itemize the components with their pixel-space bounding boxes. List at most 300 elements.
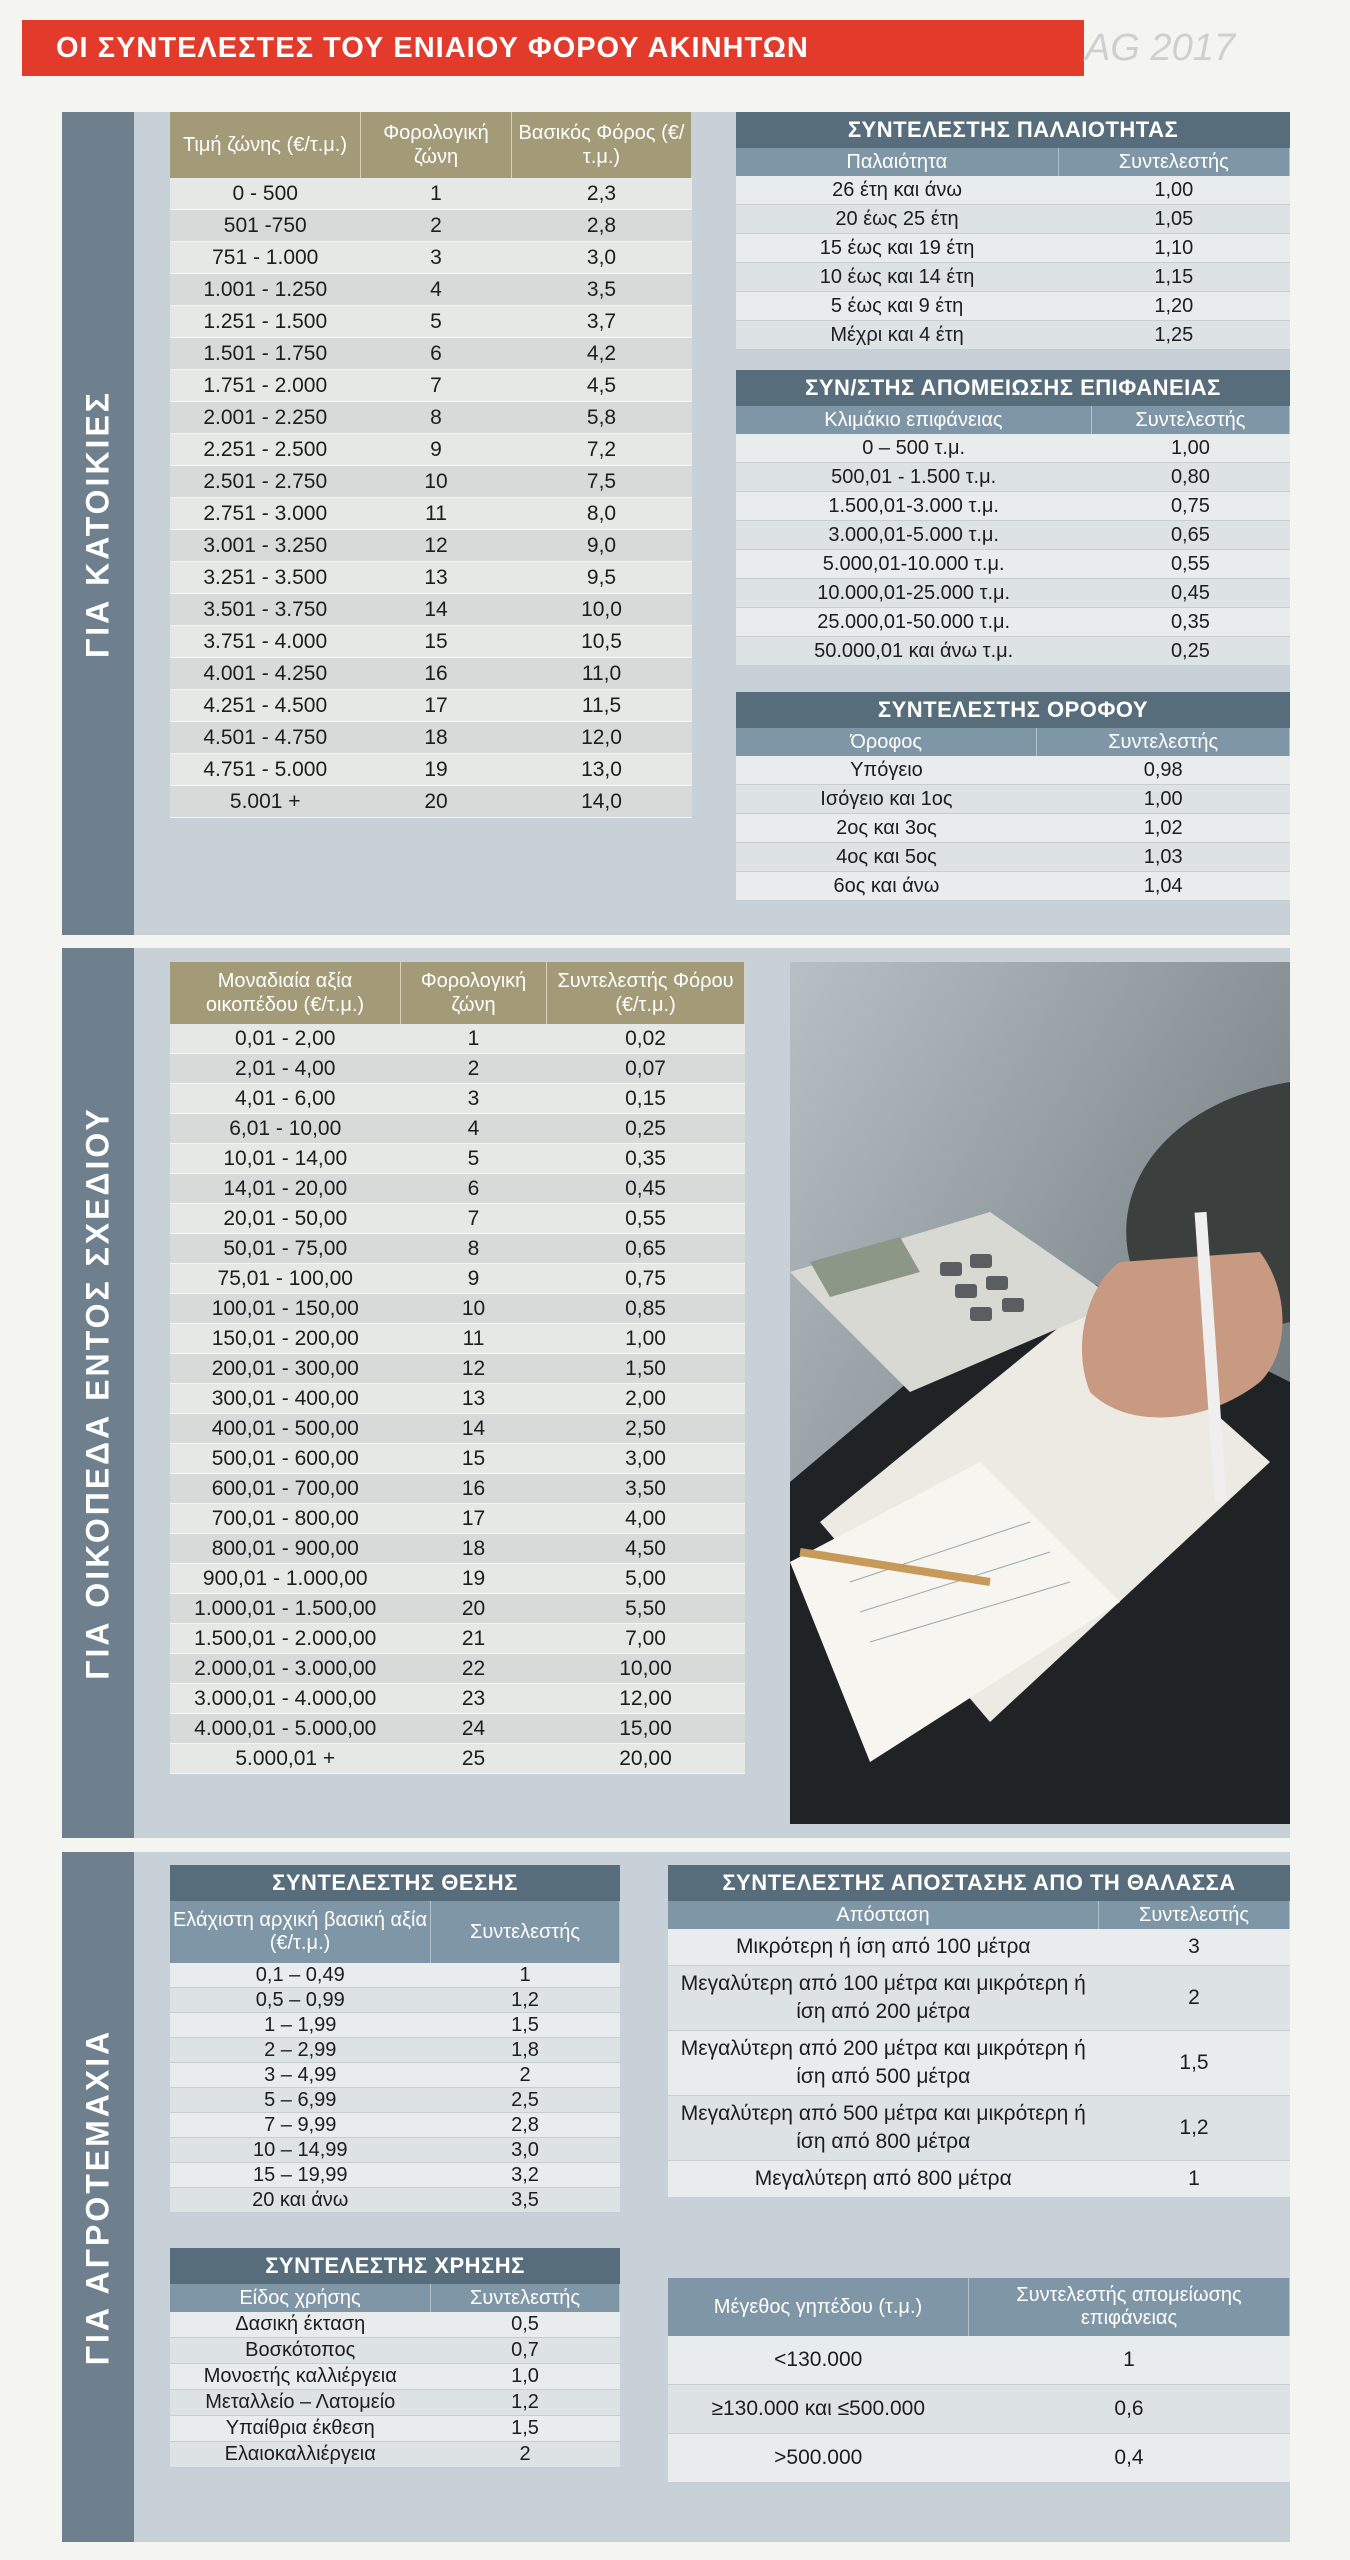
table-row: [170, 690, 692, 722]
table-cell: 1,5: [1099, 2031, 1290, 2096]
table-cell: 1,2: [431, 1988, 620, 2013]
table-row: [736, 843, 1290, 872]
table-row: [668, 2096, 1290, 2161]
table-cell: 0,55: [1091, 550, 1289, 579]
table-cell: 0,85: [547, 1294, 745, 1324]
table-cell: 1.000,01 - 1.500,00: [170, 1594, 401, 1624]
table-cell: 1,05: [1058, 205, 1289, 234]
table-cell: 11: [361, 498, 512, 530]
table-row: [170, 1963, 620, 1988]
table-row: [668, 1929, 1290, 1966]
table-cell: 16: [401, 1474, 547, 1504]
table-cell: 4,5: [512, 370, 692, 402]
table-cell: 1,10: [1058, 234, 1289, 263]
table-row: [170, 2416, 620, 2442]
table-cell: 8: [361, 402, 512, 434]
table-row: [170, 1504, 745, 1534]
table-cell: 15 έως και 19 έτη: [736, 234, 1058, 263]
table-row: [170, 722, 692, 754]
table-row: [170, 498, 692, 530]
table-cell: 9: [361, 434, 512, 466]
table-cell: 500,01 - 600,00: [170, 1444, 401, 1474]
table-cell: Δασική έκταση: [170, 2312, 431, 2338]
table-cell: 26 έτη και άνω: [736, 176, 1058, 205]
column-header: Συντελεστής: [1058, 148, 1289, 176]
table-cell: 2,00: [547, 1384, 745, 1414]
table-cell: 15,00: [547, 1714, 745, 1744]
table-cell: 20,01 - 50,00: [170, 1204, 401, 1234]
table-row: [170, 1654, 745, 1684]
table-row: [170, 2163, 620, 2188]
table-row: [170, 1594, 745, 1624]
floor-coefficient-box: [736, 692, 1290, 901]
table-row: [170, 2038, 620, 2063]
table-cell: 10,00: [547, 1654, 745, 1684]
table-row: [170, 1234, 745, 1264]
table-cell: 11,0: [512, 658, 692, 690]
table-cell: 0,45: [1091, 579, 1289, 608]
table-row: [170, 626, 692, 658]
farmland-side-label: ΓΙΑ ΑΓΡΟΤΕΜΑΧΙΑ: [62, 1852, 134, 2542]
table-cell: 500,01 - 1.500 τ.μ.: [736, 463, 1091, 492]
table-row: [170, 1174, 745, 1204]
table-cell: 501 -750: [170, 210, 361, 242]
table-cell: 0,15: [547, 1084, 745, 1114]
page-title: ΟΙ ΣΥΝΤΕΛΕΣΤΕΣ ΤΟΥ ΕΝΙΑΙΟΥ ΦΟΡΟΥ ΑΚΙΝΗΤΩΝ: [22, 20, 1084, 76]
table-row: [736, 176, 1290, 205]
table-cell: 3.501 - 3.750: [170, 594, 361, 626]
table-row: [170, 2088, 620, 2113]
table-cell: 8,0: [512, 498, 692, 530]
table-row: [736, 785, 1290, 814]
table-row: [170, 306, 692, 338]
table-cell: 1.001 - 1.250: [170, 274, 361, 306]
table-cell: 19: [361, 754, 512, 786]
table-cell: 3.251 - 3.500: [170, 562, 361, 594]
table-cell: 1.501 - 1.750: [170, 338, 361, 370]
column-header: Μοναδιαία αξία οικοπέδου (€/τ.μ.): [170, 962, 401, 1024]
table-cell: Μεγαλύτερη από 200 μέτρα και μικρότερη ή ίση από 500 μέτρα: [668, 2031, 1099, 2096]
table-cell: Ισόγειο και 1ος: [736, 785, 1037, 814]
table-cell: 25: [401, 1744, 547, 1774]
table-cell: 15: [361, 626, 512, 658]
table-row: [736, 234, 1290, 263]
table-cell: 18: [401, 1534, 547, 1564]
table-cell: 4,50: [547, 1534, 745, 1564]
table-cell: 0,5: [431, 2312, 620, 2338]
table-cell: 13,0: [512, 754, 692, 786]
table-row: [668, 2161, 1290, 2198]
table-row: [736, 756, 1290, 785]
table-cell: 10: [401, 1294, 547, 1324]
table-cell: <130.000: [668, 2336, 969, 2385]
table-cell: 2,8: [512, 210, 692, 242]
table-row: [170, 1324, 745, 1354]
age-coefficient-box: [736, 112, 1290, 350]
table-cell: 7: [401, 1204, 547, 1234]
box-title: ΣΥΝΤΕΛΕΣΤΗΣ ΑΠΟΣΤΑΣΗΣ ΑΠΟ ΤΗ ΘΑΛΑΣΣΑ: [668, 1865, 1290, 1901]
table-cell: 0,98: [1037, 756, 1290, 785]
table-row: [170, 2364, 620, 2390]
table-cell: 2: [431, 2063, 620, 2088]
column-header: Απόσταση: [668, 1901, 1099, 1929]
column-header: Συντελεστής: [1099, 1901, 1290, 1929]
table-cell: 0,75: [1091, 492, 1289, 521]
box-title: ΣΥΝΤΕΛΕΣΤΗΣ ΘΕΣΗΣ: [170, 1865, 620, 1901]
table-cell: 7: [361, 370, 512, 402]
table-cell: 10,01 - 14,00: [170, 1144, 401, 1174]
table-cell: 10,5: [512, 626, 692, 658]
table-cell: 11: [401, 1324, 547, 1354]
table-row: [170, 1204, 745, 1234]
table-cell: 0 – 500 τ.μ.: [736, 434, 1091, 463]
table-row: [170, 1294, 745, 1324]
table-row: [736, 872, 1290, 901]
table-cell: 2.000,01 - 3.000,00: [170, 1654, 401, 1684]
table-cell: 0,5 – 0,99: [170, 1988, 431, 2013]
table-cell: Μεγαλύτερη από 800 μέτρα: [668, 2161, 1099, 2198]
table-cell: 1,02: [1037, 814, 1290, 843]
table-cell: 1: [969, 2336, 1290, 2385]
table-row: [170, 562, 692, 594]
table-cell: 7,2: [512, 434, 692, 466]
table-cell: 2: [431, 2442, 620, 2468]
table-cell: 3: [401, 1084, 547, 1114]
column-header: Συντελεστής Φόρου (€/τ.μ.): [547, 962, 745, 1024]
table-cell: 10 – 14,99: [170, 2138, 431, 2163]
table-cell: Βοσκότοπος: [170, 2338, 431, 2364]
column-header: Τιμή ζώνης (€/τ.μ.): [170, 112, 361, 178]
table-row: [170, 2312, 620, 2338]
table-row: [736, 579, 1290, 608]
table-cell: 10: [361, 466, 512, 498]
table-row: [170, 754, 692, 786]
column-header: Συντελεστής απομείωσης επιφάνειας: [969, 2278, 1290, 2336]
table-row: [170, 1564, 745, 1594]
table-cell: 3,0: [431, 2138, 620, 2163]
table-cell: 23: [401, 1684, 547, 1714]
table-cell: 1,2: [431, 2390, 620, 2416]
table-cell: 4.501 - 4.750: [170, 722, 361, 754]
table-cell: 12: [401, 1354, 547, 1384]
table-cell: ≥130.000 και ≤500.000: [668, 2385, 969, 2434]
table-row: [170, 2138, 620, 2163]
table-row: [170, 338, 692, 370]
table-cell: 24: [401, 1714, 547, 1744]
column-header: Βασικός Φόρος (€/τ.μ.): [512, 112, 692, 178]
table-cell: 20,00: [547, 1744, 745, 1774]
table-cell: 5.000,01-10.000 τ.μ.: [736, 550, 1091, 579]
table-cell: 6ος και άνω: [736, 872, 1037, 901]
table-cell: 0,25: [547, 1114, 745, 1144]
table-cell: 6: [401, 1174, 547, 1204]
table-cell: 1,03: [1037, 843, 1290, 872]
table-row: [170, 1714, 745, 1744]
table-row: [170, 2013, 620, 2038]
table-cell: 100,01 - 150,00: [170, 1294, 401, 1324]
table-cell: 0,65: [1091, 521, 1289, 550]
table-cell: 1,20: [1058, 292, 1289, 321]
table-cell: 17: [361, 690, 512, 722]
column-header: Παλαιότητα: [736, 148, 1058, 176]
table-cell: 5,8: [512, 402, 692, 434]
table-row: [170, 274, 692, 306]
table-row: [170, 530, 692, 562]
table-row: [170, 1624, 745, 1654]
table-row: [736, 521, 1290, 550]
table-cell: 800,01 - 900,00: [170, 1534, 401, 1564]
table-cell: 0,80: [1091, 463, 1289, 492]
table-cell: Μεγαλύτερη από 100 μέτρα και μικρότερη ή ίση από 200 μέτρα: [668, 1966, 1099, 2031]
table-row: [170, 210, 692, 242]
table-cell: 14: [361, 594, 512, 626]
table-row: [736, 463, 1290, 492]
table-cell: 3.000,01 - 4.000,00: [170, 1684, 401, 1714]
table-cell: 2.001 - 2.250: [170, 402, 361, 434]
table-row: [736, 263, 1290, 292]
table-cell: 20 έως 25 έτη: [736, 205, 1058, 234]
calculator-photo: [790, 962, 1290, 1824]
table-cell: 4,2: [512, 338, 692, 370]
table-row: [170, 1684, 745, 1714]
table-cell: 2,01 - 4,00: [170, 1054, 401, 1084]
table-cell: 300,01 - 400,00: [170, 1384, 401, 1414]
table-cell: 4.001 - 4.250: [170, 658, 361, 690]
table-cell: 2,5: [431, 2088, 620, 2113]
table-cell: 0,35: [1091, 608, 1289, 637]
table-cell: 14: [401, 1414, 547, 1444]
table-cell: 12,00: [547, 1684, 745, 1714]
table-cell: 16: [361, 658, 512, 690]
table-cell: 18: [361, 722, 512, 754]
table-cell: 0,55: [547, 1204, 745, 1234]
table-cell: 3.001 - 3.250: [170, 530, 361, 562]
table-cell: 7 – 9,99: [170, 2113, 431, 2138]
table-cell: 2 – 2,99: [170, 2038, 431, 2063]
housing-side-label: ΓΙΑ ΚΑΤΟΙΚΙΕΣ: [62, 112, 134, 935]
table-row: [170, 402, 692, 434]
table-cell: 13: [361, 562, 512, 594]
table-row: [736, 292, 1290, 321]
table-cell: 1.500,01 - 2.000,00: [170, 1624, 401, 1654]
table-cell: 3.751 - 4.000: [170, 626, 361, 658]
table-row: [170, 2442, 620, 2468]
table-cell: 3,00: [547, 1444, 745, 1474]
table-cell: 1 – 1,99: [170, 2013, 431, 2038]
table-cell: 1,8: [431, 2038, 620, 2063]
table-cell: 6: [361, 338, 512, 370]
table-cell: 1,00: [1058, 176, 1289, 205]
table-cell: 5.001 +: [170, 786, 361, 818]
table-cell: 0,45: [547, 1174, 745, 1204]
table-cell: 5.000,01 +: [170, 1744, 401, 1774]
box-title: ΣΥΝΤΕΛΕΣΤΗΣ ΟΡΟΦΟΥ: [736, 692, 1290, 728]
table-cell: 3,50: [547, 1474, 745, 1504]
table-row: [170, 1474, 745, 1504]
table-cell: 15 – 19,99: [170, 2163, 431, 2188]
table-row: [170, 434, 692, 466]
table-cell: 14,0: [512, 786, 692, 818]
table-row: [170, 1024, 745, 1054]
table-cell: 1,04: [1037, 872, 1290, 901]
table-cell: 1,5: [431, 2416, 620, 2442]
column-header: Ελάχιστη αρχική βασική αξία (€/τ.μ.): [170, 1901, 431, 1963]
table-cell: 1.751 - 2.000: [170, 370, 361, 402]
column-header: Φορολογική ζώνη: [401, 962, 547, 1024]
table-cell: 14,01 - 20,00: [170, 1174, 401, 1204]
table-cell: 5: [401, 1144, 547, 1174]
table-cell: 0,02: [547, 1024, 745, 1054]
table-cell: 1,2: [1099, 2096, 1290, 2161]
table-row: [170, 466, 692, 498]
table-cell: 900,01 - 1.000,00: [170, 1564, 401, 1594]
table-row: [736, 321, 1290, 350]
table-cell: 0,65: [547, 1234, 745, 1264]
table-row: [736, 205, 1290, 234]
table-row: [668, 2031, 1290, 2096]
table-cell: 150,01 - 200,00: [170, 1324, 401, 1354]
table-cell: 10 έως και 14 έτη: [736, 263, 1058, 292]
table-row: [170, 1384, 745, 1414]
table-row: [736, 492, 1290, 521]
column-header: Όροφος: [736, 728, 1037, 756]
table-row: [170, 1264, 745, 1294]
table-row: [736, 434, 1290, 463]
table-cell: 17: [401, 1504, 547, 1534]
table-cell: 1,00: [547, 1324, 745, 1354]
housing-zone-table: [170, 112, 692, 818]
column-header: Είδος χρήσης: [170, 2284, 431, 2312]
table-cell: 1,00: [1091, 434, 1289, 463]
box-title: ΣΥΝΤΕΛΕΣΤΗΣ ΧΡΗΣΗΣ: [170, 2248, 620, 2284]
table-cell: 3: [1099, 1929, 1290, 1966]
table-cell: 4ος και 5ος: [736, 843, 1037, 872]
column-header: Συντελεστής: [1091, 406, 1289, 434]
table-cell: 3.000,01-5.000 τ.μ.: [736, 521, 1091, 550]
table-cell: >500.000: [668, 2434, 969, 2483]
table-row: [170, 1444, 745, 1474]
table-cell: 21: [401, 1624, 547, 1654]
table-cell: 3,5: [431, 2188, 620, 2213]
table-cell: Υπόγειο: [736, 756, 1037, 785]
table-cell: 2: [401, 1054, 547, 1084]
table-cell: 0,07: [547, 1054, 745, 1084]
table-row: [170, 2113, 620, 2138]
table-cell: 1,25: [1058, 321, 1289, 350]
table-cell: 12,0: [512, 722, 692, 754]
table-cell: 3,5: [512, 274, 692, 306]
table-row: [170, 1114, 745, 1144]
table-cell: 7,5: [512, 466, 692, 498]
table-cell: 1,5: [431, 2013, 620, 2038]
area-reduction-box: [736, 370, 1290, 666]
column-header: Συντελεστής: [431, 1901, 620, 1963]
table-cell: 2,8: [431, 2113, 620, 2138]
table-cell: 4: [401, 1114, 547, 1144]
table-cell: 700,01 - 800,00: [170, 1504, 401, 1534]
table-row: [170, 1054, 745, 1084]
table-row: [170, 1144, 745, 1174]
table-row: [170, 370, 692, 402]
table-cell: 9,5: [512, 562, 692, 594]
table-cell: 2: [361, 210, 512, 242]
table-cell: 0,25: [1091, 637, 1289, 666]
plot-size-box: [668, 2278, 1290, 2483]
table-cell: 4.251 - 4.500: [170, 690, 361, 722]
table-cell: 15: [401, 1444, 547, 1474]
table-row: [170, 786, 692, 818]
table-cell: 400,01 - 500,00: [170, 1414, 401, 1444]
table-cell: Μέχρι και 4 έτη: [736, 321, 1058, 350]
table-cell: 5 έως και 9 έτη: [736, 292, 1058, 321]
box-title: ΣΥΝΤΕΛΕΣΤΗΣ ΠΑΛΑΙΟΤΗΤΑΣ: [736, 112, 1290, 148]
table-cell: 75,01 - 100,00: [170, 1264, 401, 1294]
table-cell: 1: [1099, 2161, 1290, 2198]
table-row: [170, 1354, 745, 1384]
table-row: [170, 1988, 620, 2013]
table-cell: 20: [401, 1594, 547, 1624]
table-cell: 1: [361, 178, 512, 210]
table-cell: 3,2: [431, 2163, 620, 2188]
table-cell: 8: [401, 1234, 547, 1264]
table-cell: 1.500,01-3.000 τ.μ.: [736, 492, 1091, 521]
table-cell: 0,4: [969, 2434, 1290, 2483]
column-header: Συντελεστής: [1037, 728, 1290, 756]
plots-side-label: ΓΙΑ ΟΙΚΟΠΕΔΑ ΕΝΤΟΣ ΣΧΕΔΙΟΥ: [62, 948, 134, 1838]
table-cell: 50.000,01 και άνω τ.μ.: [736, 637, 1091, 666]
table-cell: 5 – 6,99: [170, 2088, 431, 2113]
table-cell: 3: [361, 242, 512, 274]
table-cell: 200,01 - 300,00: [170, 1354, 401, 1384]
table-cell: 13: [401, 1384, 547, 1414]
table-row: [736, 550, 1290, 579]
table-cell: 9: [401, 1264, 547, 1294]
table-cell: 0,7: [431, 2338, 620, 2364]
table-cell: 0 - 500: [170, 178, 361, 210]
table-cell: 25.000,01-50.000 τ.μ.: [736, 608, 1091, 637]
table-cell: 2: [1099, 1966, 1290, 2031]
table-cell: 2ος και 3ος: [736, 814, 1037, 843]
table-row: [170, 242, 692, 274]
table-row: [668, 2434, 1290, 2483]
table-cell: 7,00: [547, 1624, 745, 1654]
table-row: [668, 1966, 1290, 2031]
table-row: [170, 1744, 745, 1774]
table-row: [170, 2063, 620, 2088]
table-cell: 5: [361, 306, 512, 338]
table-row: [170, 1414, 745, 1444]
table-cell: 3,7: [512, 306, 692, 338]
column-header: Συντελεστής: [431, 2284, 620, 2312]
table-row: [170, 2188, 620, 2213]
table-cell: Μεταλλείο – Λατομείο: [170, 2390, 431, 2416]
background-print: ΑG 2017: [1085, 27, 1235, 69]
table-cell: 22: [401, 1654, 547, 1684]
table-row: [736, 814, 1290, 843]
table-row: [170, 2338, 620, 2364]
table-cell: 2.251 - 2.500: [170, 434, 361, 466]
table-cell: 1,0: [431, 2364, 620, 2390]
table-cell: Ελαιοκαλλιέργεια: [170, 2442, 431, 2468]
table-row: [170, 594, 692, 626]
column-header: Μέγεθος γηπέδου (τ.μ.): [668, 2278, 969, 2336]
table-row: [170, 2390, 620, 2416]
table-cell: 6,01 - 10,00: [170, 1114, 401, 1144]
column-header: Κλιμάκιο επιφάνειας: [736, 406, 1091, 434]
table-cell: 12: [361, 530, 512, 562]
table-row: [170, 658, 692, 690]
table-cell: 0,75: [547, 1264, 745, 1294]
